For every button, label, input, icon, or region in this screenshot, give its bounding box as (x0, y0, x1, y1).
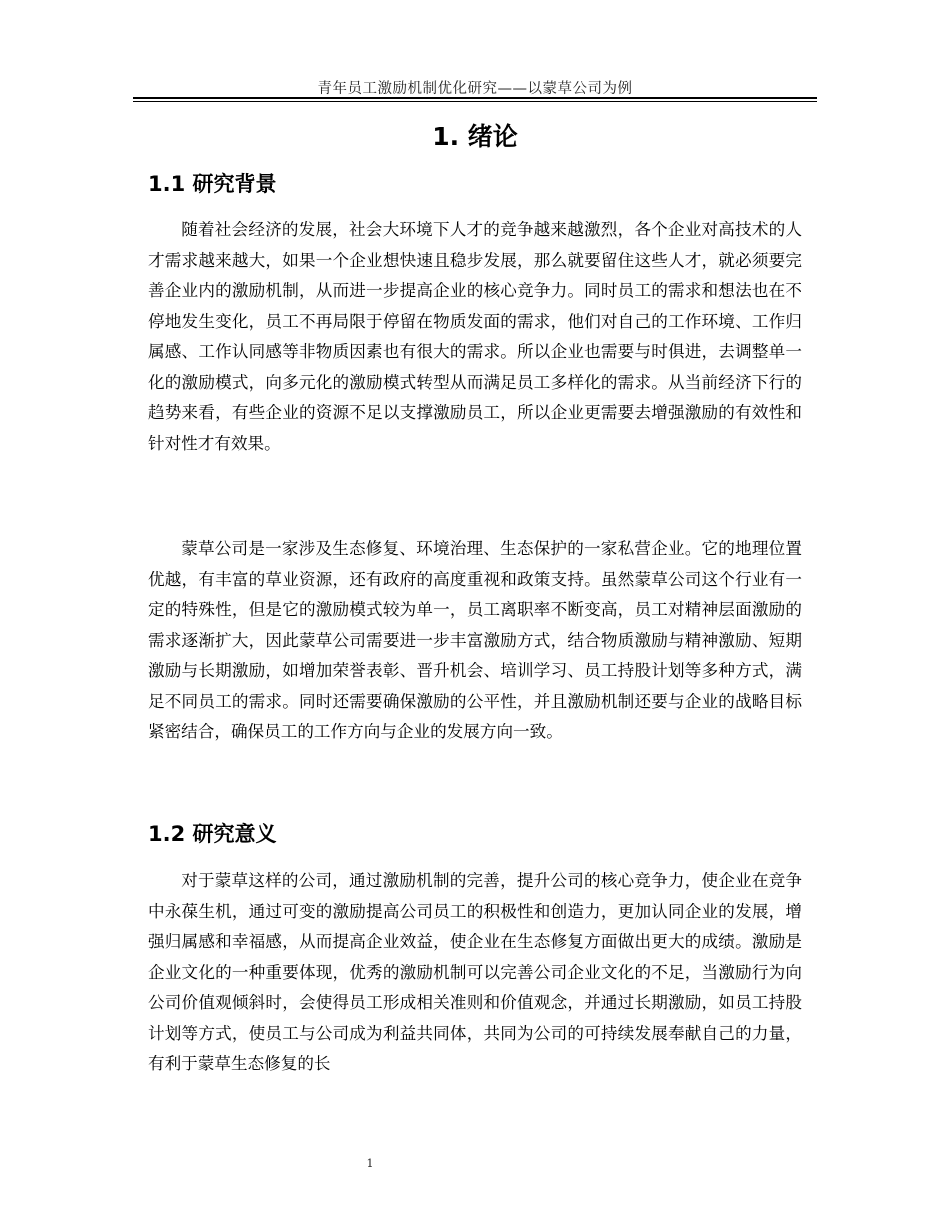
header-rule-thick (133, 97, 817, 99)
paragraph: 随着社会经济的发展，社会大环境下人才的竞争越来越激烈，各个企业对高技术的人才需求越来越大，如果一个企业想快速且稳步发展，那么就要留住这些人才，就必须要完善企业内的激励机制，从而进一步提高企业的核心竞争力。同时员工的需求和想法也在不停地发生变化，员工不再局限于停留在物质发面的需求，他们对自己的工作环境、工作归属感、工作认同感等非物质因素也有很大的需求。所以企业也需要与时俱进，去调整单一化的激励模式，向多元化的激励模式转型从而满足员工多样化的需求。从当前经济下行的趋势来看，有些企业的资源不足以支撑激励员工，所以企业更需要去增强激励的有效性和针对性才有效果。 (148, 220, 802, 453)
running-header: 青年员工激励机制优化研究——以蒙草公司为例 (317, 81, 633, 97)
paragraph: 对于蒙草这样的公司，通过激励机制的完善，提升公司的核心竞争力，使企业在竞争中永葆生机，通过可变的激励提高公司员工的积极性和创造力，更加认同企业的发展，增强归属感和幸福感，从而提高企业效益，使企业在生态修复方面做出更大的成绩。激励是企业文化的一种重要体现，优秀的激励机制可以完善公司企业文化的不足，当激励行为向公司价值观倾斜时，会使得员工形成相关准则和价值观念，并通过长期激励，如员工持股计划等方式，使员工与公司成为利益共同体，共同为公司的可持续发展奉献自己的力量，有利于蒙草生态修复的长 (148, 871, 802, 1073)
header-rule-thin (133, 101, 817, 102)
section-title-background: 1.1 研究背景 (148, 172, 277, 196)
chapter-title: 1. 绪论 (432, 122, 518, 151)
paragraph: 蒙草公司是一家涉及生态修复、环境治理、生态保护的一家私营企业。它的地理位置优越，有丰富的草业资源，还有政府的高度重视和政策支持。虽然蒙草公司这个行业有一定的特殊性，但是它的激励模式较为单一，员工离职率不断变高，员工对精神层面激励的需求逐渐扩大，因此蒙草公司需要进一步丰富激励方式，结合物质激励与精神激励、短期激励与长期激励，如增加荣誉表彰、晋升机会、培训学习、员工持股计划等多种方式，满足不同员工的需求。同时还需要确保激励的公平性，并且激励机制还要与企业的战略目标紧密结合，确保员工的工作方向与企业的发展方向一致。 (148, 539, 802, 741)
page-number: 1 (366, 1157, 374, 1170)
section-title-significance: 1.2 研究意义 (148, 822, 277, 846)
